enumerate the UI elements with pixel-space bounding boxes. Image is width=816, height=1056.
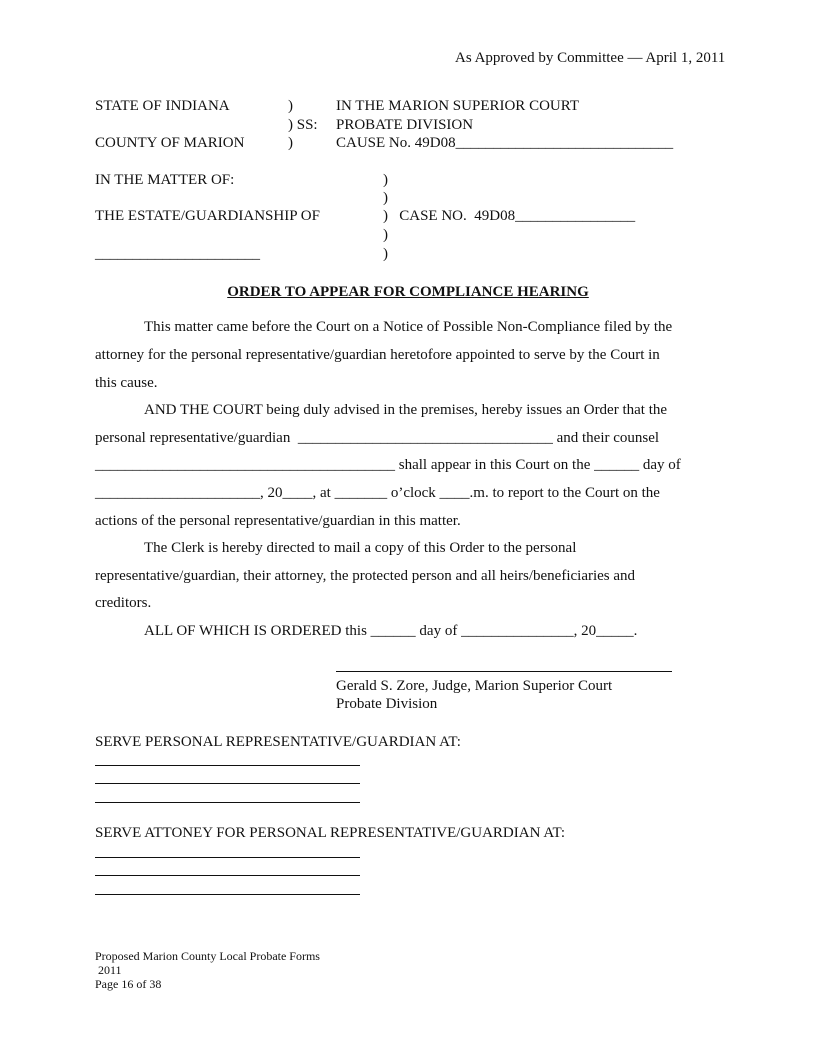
serve-attorney-line-3 xyxy=(95,894,360,895)
para2-line1: AND THE COURT being duly advised in the premises, hereby issues an Order that the xyxy=(144,402,668,418)
footer-line-2: 2011 xyxy=(95,963,122,977)
approval-note: As Approved by Committee — April 1, 2011 xyxy=(455,50,726,66)
caption-ss: ) SS: xyxy=(288,117,318,133)
para2-line3: ________________________________________ shall appear in this Court on the ______ day of xyxy=(95,457,681,473)
para1-line1: This matter came before the Court on a Notice of Possible Non-Compliance filed by the xyxy=(144,319,673,335)
caption-cause: CAUSE No. 49D08_____________________________ xyxy=(336,135,674,151)
caption-paren-1: ) xyxy=(288,98,293,114)
order-title: ORDER TO APPEAR FOR COMPLIANCE HEARING xyxy=(227,284,589,300)
serve-attorney-line-2 xyxy=(95,875,360,876)
matter-paren-5: ) xyxy=(383,246,388,262)
case-number: ) CASE NO. 49D08________________ xyxy=(383,208,636,224)
serve-rep-line-3 xyxy=(95,802,360,803)
para3-line3: creditors. xyxy=(95,595,152,611)
serve-rep-label: SERVE PERSONAL REPRESENTATIVE/GUARDIAN AT: xyxy=(95,734,461,750)
para3-line2: representative/guardian, their attorney, the protected person and all heirs/beneficiaries and xyxy=(95,568,636,584)
serve-attorney-label: SERVE ATTONEY FOR PERSONAL REPRESENTATIVE/GUARDIAN AT: xyxy=(95,825,566,841)
estate-name-blank: ______________________ xyxy=(95,246,260,262)
signature-line xyxy=(336,671,672,672)
judge-name: Gerald S. Zore, Judge, Marion Superior Court xyxy=(336,678,613,694)
footer-line-1: Proposed Marion County Local Probate Forms xyxy=(95,949,320,963)
para2-line4: ______________________, 20____, at _______ o’clock ____.m. to report to the Court on the xyxy=(95,485,660,501)
para2-line5: actions of the personal representative/guardian in this matter. xyxy=(95,513,461,529)
para3-line1: The Clerk is hereby directed to mail a copy of this Order to the personal xyxy=(144,540,577,556)
estate-label: THE ESTATE/GUARDIANSHIP OF xyxy=(95,208,320,224)
serve-attorney-line-1 xyxy=(95,857,360,858)
caption-paren-3: ) xyxy=(288,135,293,151)
caption-county: COUNTY OF MARION xyxy=(95,135,245,151)
caption-court: IN THE MARION SUPERIOR COURT xyxy=(336,98,580,114)
matter-paren-2: ) xyxy=(383,190,388,206)
para1-line2: attorney for the personal representative/guardian heretofore appointed to serve by the Court in xyxy=(95,347,660,363)
para1-line3: this cause. xyxy=(95,375,158,391)
matter-paren-4: ) xyxy=(383,227,388,243)
serve-rep-line-1 xyxy=(95,765,360,766)
matter-label: IN THE MATTER OF: xyxy=(95,172,235,188)
caption-state: STATE OF INDIANA xyxy=(95,98,230,114)
matter-paren-1: ) xyxy=(383,172,388,188)
serve-rep-line-2 xyxy=(95,783,360,784)
footer-page-number: Page 16 of 38 xyxy=(95,977,162,991)
judge-division: Probate Division xyxy=(336,696,438,712)
caption-division: PROBATE DIVISION xyxy=(336,117,474,133)
para4-line1: ALL OF WHICH IS ORDERED this ______ day of _______________, 20_____. xyxy=(144,623,638,639)
para2-line2: personal representative/guardian __________________________________ and their counsel xyxy=(95,430,660,446)
